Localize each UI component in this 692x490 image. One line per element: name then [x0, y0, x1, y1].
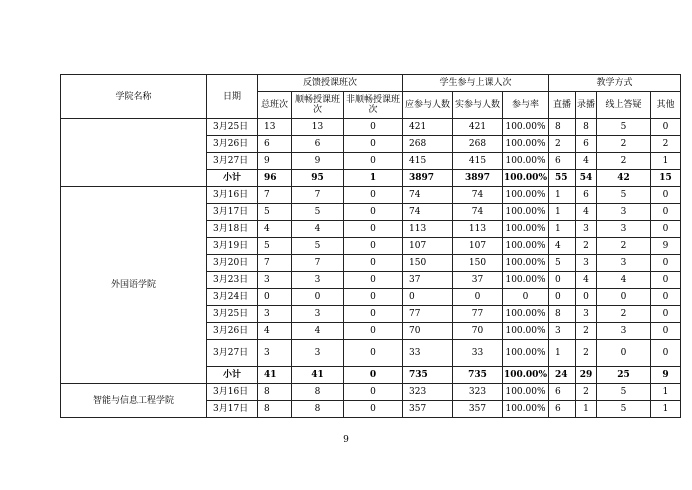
online-qa-cell: 0: [597, 340, 651, 367]
unsmooth-cell: 0: [344, 153, 403, 170]
subtotal-smooth: 95: [292, 170, 344, 187]
actual-cell: 74: [453, 187, 503, 204]
subtotal-unsmooth: 0: [344, 367, 403, 384]
rate-cell: 100.00%: [503, 187, 549, 204]
table-row: [61, 384, 681, 401]
college-name-cell: 外国语学院: [61, 187, 207, 384]
live-cell: 4: [549, 238, 576, 255]
unsmooth-cell: 0: [344, 306, 403, 323]
live-cell: 6: [549, 401, 576, 418]
other-cell: 0: [651, 340, 681, 367]
actual-cell: 357: [453, 401, 503, 418]
expected-cell: 323: [403, 384, 453, 401]
total-cell: 4: [258, 221, 292, 238]
other-cell: 2: [651, 136, 681, 153]
course-statistics-table: [60, 74, 681, 418]
header-online-qa: 线上答疑: [597, 92, 651, 119]
expected-cell: 74: [403, 187, 453, 204]
header-feedback-unsmooth: 非顺畅授课班次: [344, 92, 403, 119]
recorded-cell: 2: [576, 384, 597, 401]
unsmooth-cell: 0: [344, 238, 403, 255]
online-qa-cell: 3: [597, 255, 651, 272]
recorded-cell: 1: [576, 401, 597, 418]
total-cell: 13: [258, 119, 292, 136]
total-cell: 7: [258, 187, 292, 204]
smooth-cell: 9: [292, 153, 344, 170]
recorded-cell: 4: [576, 153, 597, 170]
smooth-cell: 3: [292, 340, 344, 367]
expected-cell: 421: [403, 119, 453, 136]
table-row: [61, 119, 681, 136]
subtotal-expected: 735: [403, 367, 453, 384]
expected-cell: 70: [403, 323, 453, 340]
subtotal-actual: 735: [453, 367, 503, 384]
recorded-cell: 3: [576, 306, 597, 323]
date-cell: 3月27日: [207, 153, 258, 170]
subtotal-label: 小计: [207, 367, 258, 384]
rate-cell: 100.00%: [503, 153, 549, 170]
date-cell: 3月25日: [207, 306, 258, 323]
actual-cell: 421: [453, 119, 503, 136]
total-cell: 5: [258, 204, 292, 221]
header-feedback-total: 总班次: [258, 92, 292, 119]
other-cell: 9: [651, 238, 681, 255]
smooth-cell: 7: [292, 187, 344, 204]
subtotal-expected: 3897: [403, 170, 453, 187]
unsmooth-cell: 0: [344, 187, 403, 204]
actual-cell: 33: [453, 340, 503, 367]
actual-cell: 74: [453, 204, 503, 221]
online-qa-cell: 2: [597, 306, 651, 323]
unsmooth-cell: 0: [344, 221, 403, 238]
date-cell: 3月23日: [207, 272, 258, 289]
expected-cell: 33: [403, 340, 453, 367]
subtotal-online-qa: 25: [597, 367, 651, 384]
smooth-cell: 3: [292, 306, 344, 323]
online-qa-cell: 4: [597, 272, 651, 289]
total-cell: 3: [258, 306, 292, 323]
rate-cell: 100.00%: [503, 221, 549, 238]
expected-cell: 0: [403, 289, 453, 306]
unsmooth-cell: 0: [344, 136, 403, 153]
expected-cell: 357: [403, 401, 453, 418]
header-feedback-group: 反馈授课班次: [258, 75, 403, 92]
unsmooth-cell: 0: [344, 401, 403, 418]
expected-cell: 74: [403, 204, 453, 221]
recorded-cell: 3: [576, 221, 597, 238]
expected-cell: 37: [403, 272, 453, 289]
unsmooth-cell: 0: [344, 119, 403, 136]
smooth-cell: 7: [292, 255, 344, 272]
subtotal-actual: 3897: [453, 170, 503, 187]
actual-cell: 415: [453, 153, 503, 170]
total-cell: 0: [258, 289, 292, 306]
date-cell: 3月16日: [207, 187, 258, 204]
table-row: [61, 187, 681, 204]
recorded-cell: 4: [576, 204, 597, 221]
rate-cell: 100.00%: [503, 255, 549, 272]
smooth-cell: 8: [292, 384, 344, 401]
subtotal-other: 15: [651, 170, 681, 187]
header-date: 日期: [207, 75, 258, 119]
live-cell: 2: [549, 136, 576, 153]
rate-cell: 100.00%: [503, 136, 549, 153]
total-cell: 8: [258, 401, 292, 418]
subtotal-rate: 100.00%: [503, 367, 549, 384]
expected-cell: 415: [403, 153, 453, 170]
recorded-cell: 6: [576, 136, 597, 153]
online-qa-cell: 5: [597, 384, 651, 401]
smooth-cell: 5: [292, 238, 344, 255]
total-cell: 7: [258, 255, 292, 272]
header-feedback-smooth: 顺畅授课班次: [292, 92, 344, 119]
date-cell: 3月26日: [207, 323, 258, 340]
online-qa-cell: 3: [597, 204, 651, 221]
page-number: 9: [343, 435, 349, 445]
rate-cell: 100.00%: [503, 384, 549, 401]
date-cell: 3月17日: [207, 204, 258, 221]
recorded-cell: 6: [576, 187, 597, 204]
smooth-cell: 8: [292, 401, 344, 418]
actual-cell: 323: [453, 384, 503, 401]
actual-cell: 70: [453, 323, 503, 340]
expected-cell: 113: [403, 221, 453, 238]
smooth-cell: 5: [292, 204, 344, 221]
total-cell: 3: [258, 340, 292, 367]
date-cell: 3月19日: [207, 238, 258, 255]
subtotal-rate: 100.00%: [503, 170, 549, 187]
live-cell: 6: [549, 153, 576, 170]
rate-cell: 100.00%: [503, 204, 549, 221]
other-cell: 0: [651, 119, 681, 136]
subtotal-smooth: 41: [292, 367, 344, 384]
actual-cell: 107: [453, 238, 503, 255]
recorded-cell: 4: [576, 272, 597, 289]
other-cell: 1: [651, 401, 681, 418]
subtotal-total: 96: [258, 170, 292, 187]
date-cell: 3月18日: [207, 221, 258, 238]
total-cell: 9: [258, 153, 292, 170]
unsmooth-cell: 0: [344, 289, 403, 306]
other-cell: 0: [651, 306, 681, 323]
expected-cell: 77: [403, 306, 453, 323]
recorded-cell: 2: [576, 340, 597, 367]
other-cell: 1: [651, 384, 681, 401]
header-actual: 实参与人数: [453, 92, 503, 119]
date-cell: 3月20日: [207, 255, 258, 272]
other-cell: 0: [651, 289, 681, 306]
smooth-cell: 4: [292, 221, 344, 238]
rate-cell: 100.00%: [503, 272, 549, 289]
rate-cell: 100.00%: [503, 401, 549, 418]
header-row-1: [61, 75, 681, 92]
recorded-cell: 0: [576, 289, 597, 306]
other-cell: 0: [651, 255, 681, 272]
online-qa-cell: 5: [597, 401, 651, 418]
date-cell: 3月17日: [207, 401, 258, 418]
total-cell: 5: [258, 238, 292, 255]
other-cell: 1: [651, 153, 681, 170]
expected-cell: 107: [403, 238, 453, 255]
rate-cell: 0: [503, 289, 549, 306]
college-name-cell: 智能与信息工程学院: [61, 384, 207, 418]
unsmooth-cell: 0: [344, 272, 403, 289]
live-cell: 8: [549, 119, 576, 136]
unsmooth-cell: 0: [344, 255, 403, 272]
header-recorded: 录播: [576, 92, 597, 119]
subtotal-other: 9: [651, 367, 681, 384]
subtotal-online-qa: 42: [597, 170, 651, 187]
header-rate: 参与率: [503, 92, 549, 119]
expected-cell: 268: [403, 136, 453, 153]
unsmooth-cell: 0: [344, 384, 403, 401]
online-qa-cell: 2: [597, 238, 651, 255]
smooth-cell: 4: [292, 323, 344, 340]
expected-cell: 150: [403, 255, 453, 272]
live-cell: 1: [549, 221, 576, 238]
subtotal-live: 24: [549, 367, 576, 384]
header-expected: 应参与人数: [403, 92, 453, 119]
other-cell: 0: [651, 323, 681, 340]
actual-cell: 113: [453, 221, 503, 238]
online-qa-cell: 5: [597, 119, 651, 136]
live-cell: 3: [549, 323, 576, 340]
actual-cell: 0: [453, 289, 503, 306]
other-cell: 0: [651, 272, 681, 289]
rate-cell: 100.00%: [503, 306, 549, 323]
rate-cell: 100.00%: [503, 238, 549, 255]
smooth-cell: 6: [292, 136, 344, 153]
rate-cell: 100.00%: [503, 323, 549, 340]
actual-cell: 37: [453, 272, 503, 289]
subtotal-recorded: 54: [576, 170, 597, 187]
live-cell: 1: [549, 187, 576, 204]
online-qa-cell: 2: [597, 136, 651, 153]
live-cell: 8: [549, 306, 576, 323]
date-cell: 3月16日: [207, 384, 258, 401]
live-cell: 1: [549, 204, 576, 221]
recorded-cell: 2: [576, 238, 597, 255]
live-cell: 6: [549, 384, 576, 401]
actual-cell: 268: [453, 136, 503, 153]
date-cell: 3月27日: [207, 340, 258, 367]
smooth-cell: 3: [292, 272, 344, 289]
other-cell: 0: [651, 221, 681, 238]
date-cell: 3月24日: [207, 289, 258, 306]
online-qa-cell: 0: [597, 289, 651, 306]
actual-cell: 77: [453, 306, 503, 323]
actual-cell: 150: [453, 255, 503, 272]
subtotal-label: 小计: [207, 170, 258, 187]
header-live: 直播: [549, 92, 576, 119]
rate-cell: 100.00%: [503, 119, 549, 136]
other-cell: 0: [651, 187, 681, 204]
rate-cell: 100.00%: [503, 340, 549, 367]
unsmooth-cell: 0: [344, 340, 403, 367]
college-name-cell: [61, 119, 207, 187]
live-cell: 5: [549, 255, 576, 272]
subtotal-live: 55: [549, 170, 576, 187]
online-qa-cell: 5: [597, 187, 651, 204]
live-cell: 0: [549, 272, 576, 289]
subtotal-recorded: 29: [576, 367, 597, 384]
total-cell: 4: [258, 323, 292, 340]
live-cell: 0: [549, 289, 576, 306]
online-qa-cell: 2: [597, 153, 651, 170]
date-cell: 3月26日: [207, 136, 258, 153]
recorded-cell: 8: [576, 119, 597, 136]
header-other: 其他: [651, 92, 681, 119]
total-cell: 3: [258, 272, 292, 289]
online-qa-cell: 3: [597, 323, 651, 340]
smooth-cell: 0: [292, 289, 344, 306]
unsmooth-cell: 0: [344, 323, 403, 340]
subtotal-unsmooth: 1: [344, 170, 403, 187]
online-qa-cell: 3: [597, 221, 651, 238]
other-cell: 0: [651, 204, 681, 221]
recorded-cell: 2: [576, 323, 597, 340]
total-cell: 8: [258, 384, 292, 401]
total-cell: 6: [258, 136, 292, 153]
live-cell: 1: [549, 340, 576, 367]
subtotal-total: 41: [258, 367, 292, 384]
smooth-cell: 13: [292, 119, 344, 136]
header-method-group: 教学方式: [549, 75, 681, 92]
date-cell: 3月25日: [207, 119, 258, 136]
header-college: 学院名称: [61, 75, 207, 119]
unsmooth-cell: 0: [344, 204, 403, 221]
recorded-cell: 3: [576, 255, 597, 272]
header-participation-group: 学生参与上课人次: [403, 75, 549, 92]
